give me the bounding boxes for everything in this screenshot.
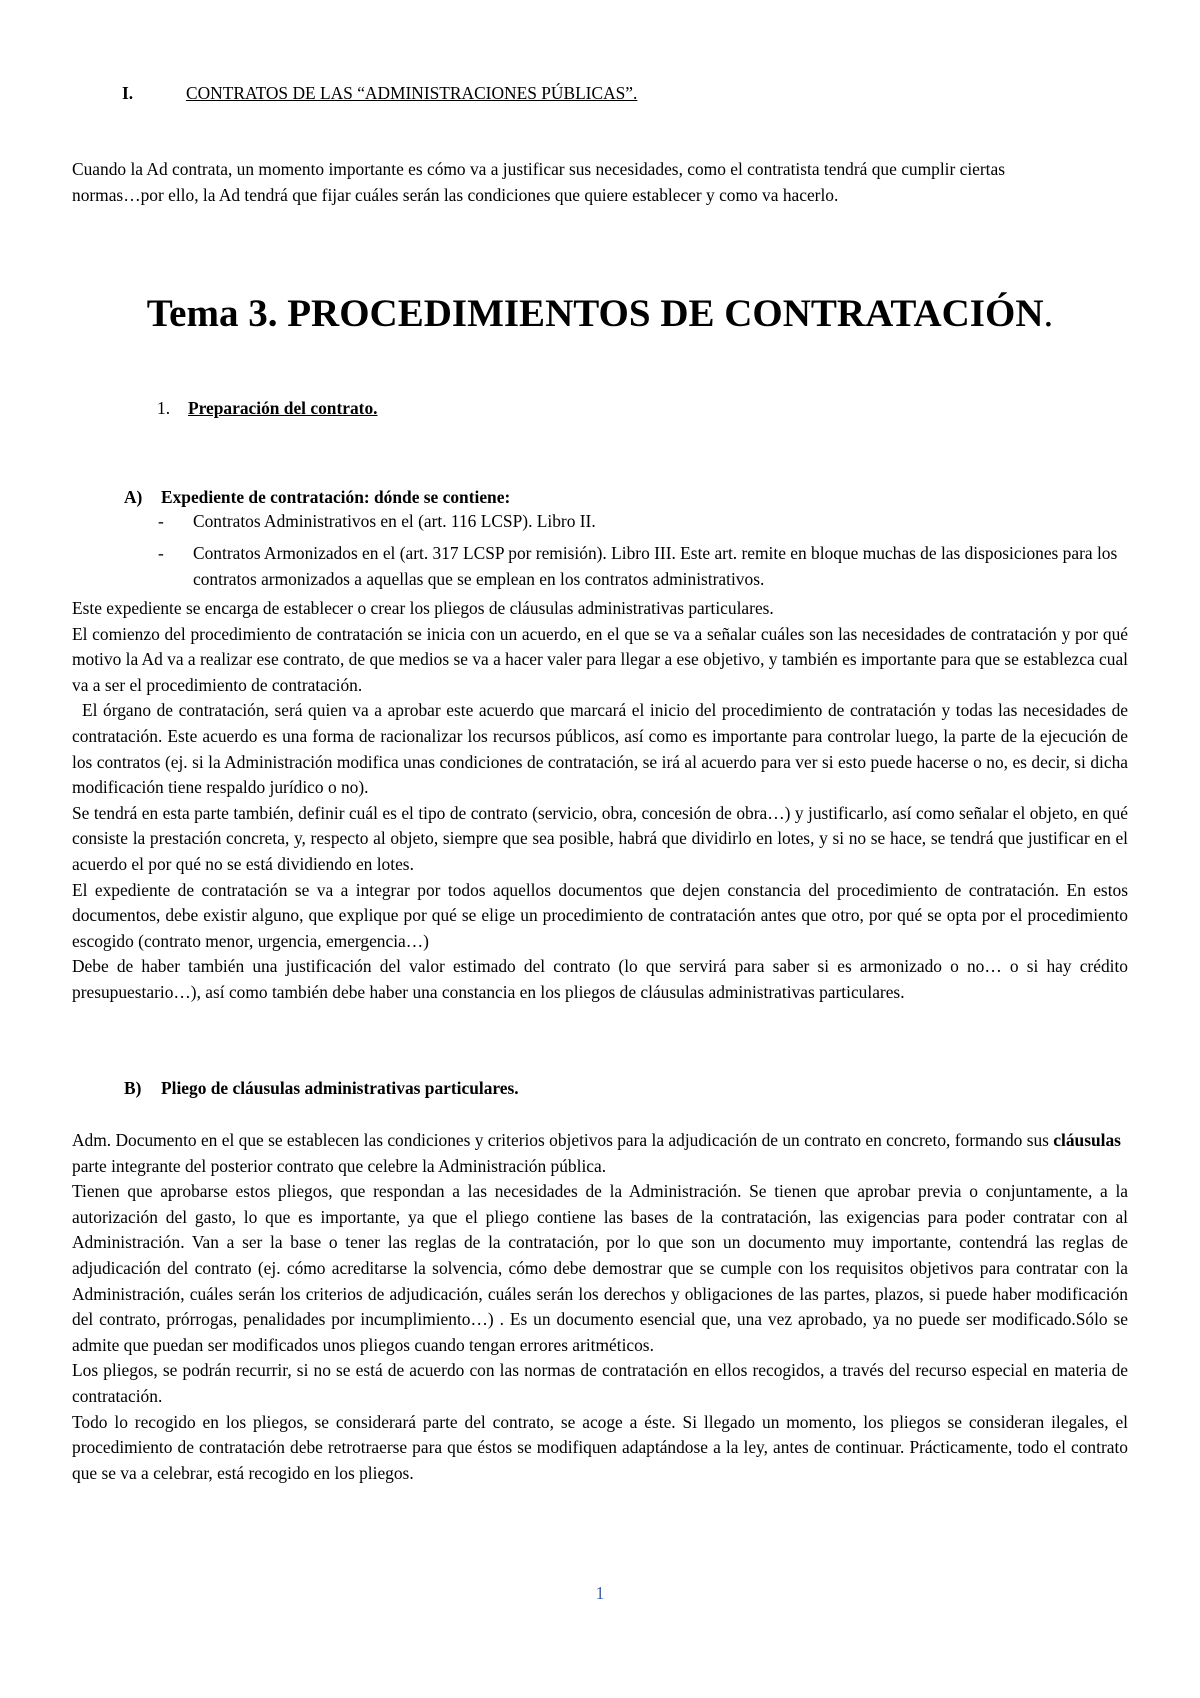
body-paragraph: El expediente de contratación se va a integrar por todos aquellos documentos que dejen constancia del procedimiento de contratación. En estos documentos, debe existir alguno, que explique por qué se elige un procedimiento de contratación antes que otro, por qué se opta por el procedimiento escogido (contrato menor, urgencia, emergencia…) bbox=[72, 879, 1128, 951]
body-paragraph: El comienzo del procedimiento de contratación se inicia con un acuerdo, en el que se va a señalar cuáles son las necesidades de contratación y por qué motivo la Ad va a realizar ese contrato, de que medios se va a hacer valer para llegar a ese objetivo, y también es importante para que se establezca cual va a ser el procedimiento de contratación. bbox=[72, 623, 1129, 695]
subsection-a-title: Expediente de contratación: dónde se contiene: bbox=[161, 487, 511, 507]
section-number: I. bbox=[122, 83, 134, 103]
body-paragraph: El órgano de contratación, será quien va a aprobar este acuerdo que marcará el inicio del procedimiento de contratación y todas las necesidades de contratación. Este acuerdo es una forma de racionalizar los recursos públicos, así como es importante para controlar luego, la parte de la ejecución de los contratos (ej. si la Administración modifica unas condiciones de contratación, se irá al acuerdo para ver si esto puede hacerse o no, es decir, si dicha modificación tiene respaldo jurídico o no). bbox=[72, 700, 1128, 798]
section-1-title: Preparación del contrato. bbox=[188, 398, 378, 418]
bullet-item bbox=[158, 541, 1183, 592]
body-paragraph: Este expediente se encarga de establecer o crear los pliegos de cláusulas administrativas particulares. bbox=[72, 598, 774, 618]
subsection-a-heading bbox=[124, 485, 510, 509]
section-1-number: 1. bbox=[157, 398, 171, 418]
definition-text-end: parte integrante del posterior contrato que celebre la Administración pública. bbox=[72, 1155, 607, 1176]
body-paragraph bbox=[72, 1128, 1128, 1179]
intro-paragraph: Cuando la Ad contrata, un momento importante es cómo va a justificar sus necesidades, como el contratista tendrá que cumplir ciertas normas…por ello, la Ad tendrá que fijar cuáles serán las condiciones que quiere establecer y como va hacerlo. bbox=[72, 159, 1006, 205]
bullet-text: Contratos Armonizados en el (art. 317 LCSP por remisión). Libro III. Este art. remite en bloque muchas de las disposiciones para los contratos armonizados a aquellas que se emplean en los contratos administrativos. bbox=[193, 543, 1118, 589]
body-paragraph: Tienen que aprobarse estos pliegos, que respondan a las necesidades de la Administración. Se tienen que aprobar previa o conjuntamente, a la autorización del gasto, lo que es importante, ya que el pliego contiene las bases de la contratación, las exigencias para poder contratar con al Administración. Van a ser la base o tener las reglas de la contratación, por lo que son un documento muy importante, contendrá las reglas de adjudicación del contrato (ej. cómo acreditarse la solvencia, cómo debe demostrar que se cumple con los requisitos objetivos para contratar con la Administración, cuáles serán los criterios de adjudicación, cuáles serán los derechos y obligaciones de las partes, plazos, si puede haber modificación del contrato, prórrogas, penalidades por incumplimiento…) . Es un documento esencial que, una vez aprobado, ya no puede ser modificado.Sólo se admite que puedan ser modificados unos pliegos cuando tengan errores aritméticos. bbox=[72, 1181, 1128, 1355]
bold-term: cláusulas bbox=[1053, 1130, 1121, 1150]
page-number: 1 bbox=[595, 1583, 605, 1603]
subsection-b-body bbox=[72, 1128, 1128, 1486]
subsection-a-label: A) bbox=[124, 487, 143, 507]
intro-paragraph-block bbox=[72, 157, 1072, 208]
subsection-b-label: B) bbox=[124, 1078, 142, 1098]
definition-text: Adm. Documento en el que se establecen las condiciones y criterios objetivos para la adjudicación de un contrato en concreto, formando sus bbox=[72, 1130, 1054, 1150]
bullet-dash: - bbox=[158, 511, 164, 531]
tema-title-text: Tema 3. PROCEDIMIENTOS DE CONTRATACIÓN bbox=[146, 292, 1044, 335]
bullet-text: Contratos Administrativos en el (art. 116 LCSP). Libro II. bbox=[193, 511, 596, 531]
body-paragraph: Los pliegos, se podrán recurrir, si no se está de acuerdo con las normas de contratación en ellos recogidos, a través del recurso especial en materia de contratación. bbox=[72, 1360, 1128, 1406]
body-paragraph: Todo lo recogido en los pliegos, se considerará parte del contrato, se acoge a éste. Si llegado un momento, los pliegos se consideran ilegales, el procedimiento de contratación debe retrotraerse para que éstos se modifiquen adaptándose a la ley, antes de continuar. Prácticamente, todo el contrato que se va a celebrar, está recogido en los pliegos. bbox=[72, 1411, 1128, 1483]
subsection-b-title: Pliego de cláusulas administrativas particulares. bbox=[161, 1078, 519, 1098]
bullet-dash: - bbox=[158, 543, 164, 563]
tema-title-period: . bbox=[1043, 292, 1054, 335]
section-heading-i bbox=[122, 82, 637, 104]
body-paragraph: Se tendrá en esta parte también, definir cuál es el tipo de contrato (servicio, obra, concesión de obra…) y justificarlo, así como señalar el objeto, en qué consiste la prestación concreta, y, respecto al objeto, siempre que sea posible, habrá que dividirlo en lotes, y si no se hace, se tendrá que justificar en el acuerdo el por qué no se está dividiendo en lotes. bbox=[72, 802, 1128, 874]
subsection-a-body bbox=[72, 596, 1128, 1006]
section-title: CONTRATOS DE LAS “ADMINISTRACIONES PÚBLICAS”. bbox=[186, 83, 638, 103]
tema-title bbox=[72, 290, 1128, 338]
body-paragraph: Debe de haber también una justificación del valor estimado del contrato (lo que servirá para saber si es armonizado o no… o si hay crédito presupuestario…), así como también debe haber una constancia en los pliegos de cláusulas administrativas particulares. bbox=[72, 956, 1128, 1002]
section-heading-1 bbox=[157, 396, 378, 420]
subsection-b-heading bbox=[124, 1076, 519, 1100]
bullet-item bbox=[158, 509, 1183, 535]
